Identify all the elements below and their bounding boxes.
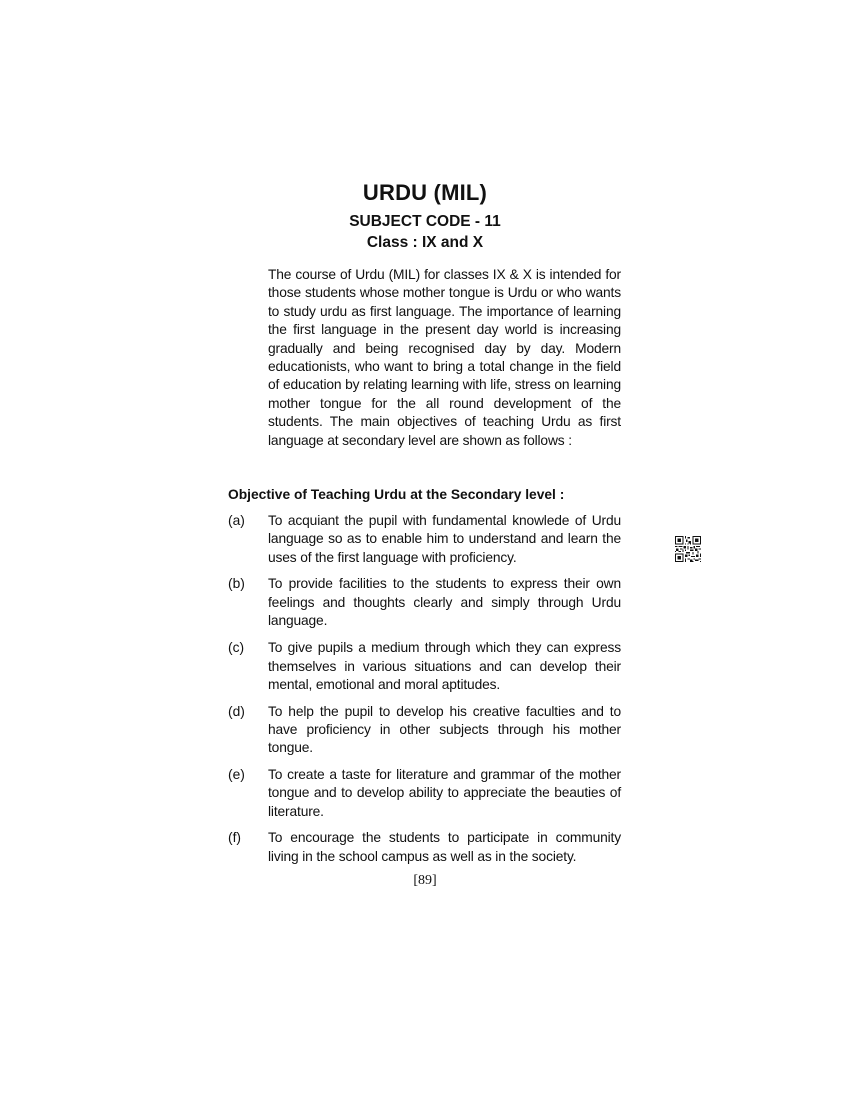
objective-item-a: [228, 512, 623, 567]
objective-marker: (b): [228, 576, 245, 592]
intro-paragraph: The course of Urdu (MIL) for classes IX & X is intended for those students whose mother tongue is Urdu or who wants to study urdu as first language. The importance of learning the first language in the present day world is increasing gradually and being recognised day by day. Modern educationists, who want to bring a total change in the field of education by relating learning with life, stress on learning mother tongue for the all round development of the students. The main objectives of teaching Urdu as first language at secondary level are shown as follows :: [268, 267, 621, 448]
objective-list: [228, 512, 623, 874]
objective-text: To provide facilities to the students to express their own feelings and thoughts clearly and simply through Urdu language.: [268, 576, 621, 629]
objective-marker: (c): [228, 640, 245, 656]
objective-marker: (a): [228, 513, 245, 528]
objective-item-f: [228, 829, 623, 866]
objective-item-d: [228, 703, 623, 758]
objectives-heading: Objective of Teaching Urdu at the Secondary level :: [228, 487, 565, 502]
objective-item-e: [228, 766, 623, 821]
qr-code-icon: [675, 536, 701, 562]
objective-marker: (f): [228, 830, 242, 846]
objective-text: To give pupils a medium through which they can express themselves in various situations and can develop their mental, emotional and moral aptitudes.: [268, 640, 621, 693]
objective-text: To encourage the students to participate in community living in the school campus as well as in the society.: [268, 830, 621, 864]
objective-marker: (d): [228, 703, 245, 719]
subject-code: SUBJECT CODE - 11: [349, 213, 501, 230]
objective-text: To help the pupil to develop his creative faculties and to have proficiency in other subjects through his mother tongue.: [268, 703, 621, 756]
subtitle-block: [0, 211, 850, 253]
objective-item-c: [228, 639, 623, 694]
class-line: Class : IX and X: [366, 234, 484, 251]
objective-marker: (e): [228, 766, 245, 782]
objective-item-b: [228, 575, 623, 630]
objective-text: To acquiant the pupil with fundamental knowlede of Urdu language so as to enable him to understand and learn the uses of the first language with proficiency.: [268, 513, 621, 565]
page-title: URDU (MIL): [362, 180, 488, 205]
objective-text: To create a taste for literature and grammar of the mother tongue and to develop ability to appreciate the beauties of literature.: [268, 766, 621, 819]
page-number: [89]: [413, 873, 437, 888]
